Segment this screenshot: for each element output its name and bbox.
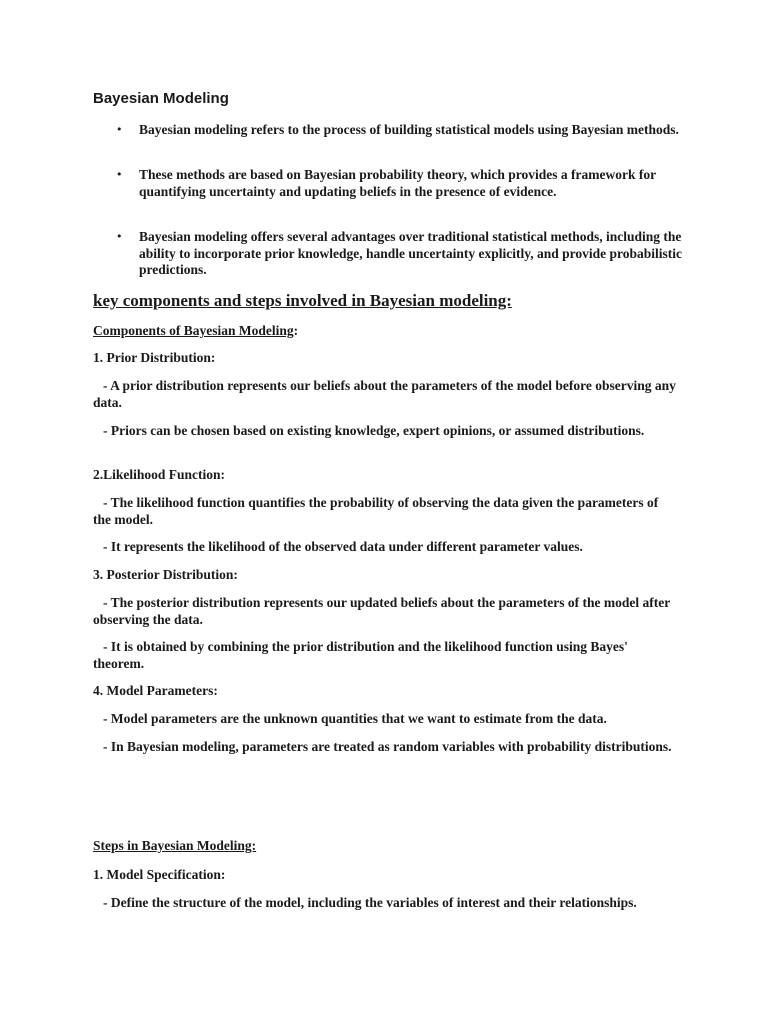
posterior-paragraph-2: - It is obtained by combining the prior distribution and the likelihood function using Bayes' theorem. [93, 639, 628, 671]
prior-paragraph-2: - Priors can be chosen based on existing knowledge, expert opinions, or assumed distributions. [103, 423, 645, 438]
bullet-item-1: Bayesian modeling refers to the process of building statistical models using Bayesian methods. [139, 122, 679, 137]
likelihood-paragraph-2: - It represents the likelihood of the observed data under different parameter values. [103, 539, 583, 554]
section-heading-key-components: key components and steps involved in Bayesian modeling: [93, 291, 512, 310]
page-title: Bayesian Modeling [93, 90, 229, 107]
posterior-heading: 3. Posterior Distribution: [93, 567, 238, 582]
spec-paragraph-1: - Define the structure of the model, including the variables of interest and their relationships. [103, 895, 637, 910]
posterior-paragraph-1: - The posterior distribution represents our updated beliefs about the parameters of the model after observing the data. [93, 595, 670, 627]
bullet-glyph: • [116, 230, 123, 243]
components-heading [93, 322, 678, 339]
likelihood-heading: 2.Likelihood Function: [93, 467, 226, 482]
spec-heading: 1. Model Specification: [93, 867, 226, 882]
components-heading-colon: : [293, 323, 299, 338]
bullet-item-2: These methods are based on Bayesian probability theory, which provides a framework for quantifying uncertainty and updating beliefs in the presence of evidence. [139, 167, 656, 199]
params-paragraph-1: - Model parameters are the unknown quantities that we want to estimate from the data. [103, 711, 607, 726]
params-heading: 4. Model Parameters: [93, 683, 218, 698]
components-heading-text: Components of Bayesian Modeling [93, 323, 294, 338]
prior-paragraph-1: - A prior distribution represents our beliefs about the parameters of the model before observing any data. [93, 378, 676, 410]
bullet-glyph: • [116, 168, 123, 181]
params-paragraph-2: - In Bayesian modeling, parameters are treated as random variables with probability distributions. [103, 739, 672, 754]
steps-heading: Steps in Bayesian Modeling: [93, 838, 257, 853]
bullet-glyph: • [116, 123, 123, 136]
likelihood-paragraph-1: - The likelihood function quantifies the probability of observing the data given the parameters of the model. [93, 495, 659, 527]
bullet-item-3: Bayesian modeling offers several advantages over traditional statistical methods, including the ability to incorporate prior knowledge, handle uncertainty explicitly, and provide probabilistic predictions. [139, 229, 683, 277]
prior-heading: 1. Prior Distribution: [93, 350, 216, 365]
